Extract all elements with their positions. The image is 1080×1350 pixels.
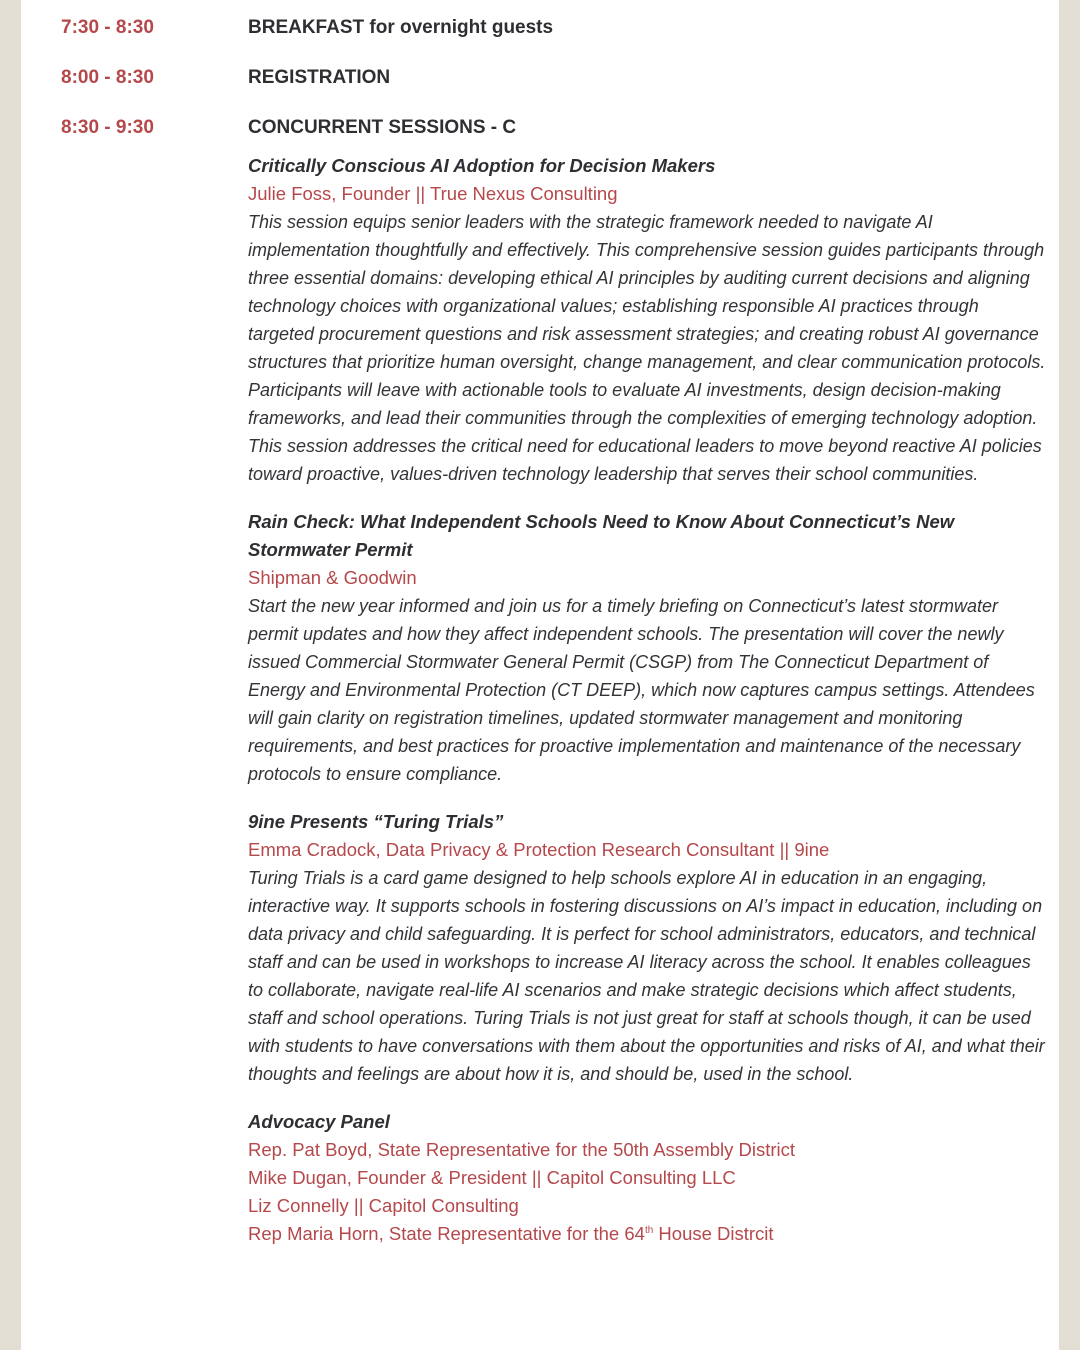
panelist <box>248 1220 1048 1248</box>
session-speaker: Emma Cradock, Data Privacy & Protection Research Consultant || 9ine <box>248 839 830 860</box>
session-title: Rain Check: What Independent Schools Need to Know About Connecticut’s New Stormwater Permit <box>248 511 955 560</box>
session-speaker: Shipman & Goodwin <box>248 567 417 588</box>
agenda-page <box>21 0 1059 1350</box>
session-list <box>248 152 1048 1268</box>
event-title: CONCURRENT SESSIONS - C <box>248 117 517 138</box>
session-speaker: Julie Foss, Founder || True Nexus Consulting <box>248 183 618 204</box>
panelist-text: House Distrcit <box>653 1223 774 1244</box>
session-item <box>248 808 1048 1088</box>
time-slot: 7:30 - 8:30 <box>61 17 154 38</box>
session-item <box>248 1108 1048 1248</box>
panelist: Rep. Pat Boyd, State Representative for the 50th Assembly District <box>248 1139 796 1160</box>
session-description: Turing Trials is a card game designed to help schools explore AI in education in an engaging, interactive way. It supports schools in fostering discussions on AI’s impact in education, including on data privacy and child safeguarding. It is perfect for school administrators, educators, and technical staff and can be used in workshops to increase AI literacy across the school. It enables colleagues to collaborate, navigate real-life AI scenarios and make strategic decisions which affect students, staff and school operations. Turing Trials is not just great for staff at schools though, it can be used with students to have conversations with them about the opportunities and risks of AI, and what their thoughts and feelings are about how it is, and should be, used in the school. <box>248 868 1045 1084</box>
session-item <box>248 508 1048 788</box>
session-description: Start the new year informed and join us for a timely briefing on Connecticut’s latest stormwater permit updates and how they affect independent schools. The presentation will cover the newly issued Commercial Stormwater General Permit (CSGP) from The Connecticut Department of Energy and Environmental Protection (CT DEEP), which now captures campus settings. Attendees will gain clarity on registration timelines, updated stormwater management and monitoring requirements, and best practices for proactive implementation and maintenance of the necessary protocols to ensure compliance. <box>248 596 1035 784</box>
panelist-text: Rep Maria Horn, State Representative for the 64 <box>248 1223 645 1244</box>
panelist: Liz Connelly || Capitol Consulting <box>248 1195 519 1216</box>
session-item <box>248 152 1048 488</box>
session-description: This session equips senior leaders with the strategic framework needed to navigate AI implementation thoughtfully and effectively. This comprehensive session guides participants through three essential domains: developing ethical AI principles by auditing current decisions and aligning technology choices with organizational values; establishing responsible AI practices through targeted procurement questions and risk assessment strategies; and creating robust AI governance structures that prioritize human oversight, change management, and clear communication protocols. Participants will leave with actionable tools to evaluate AI investments, design decision-making frameworks, and lead their communities through the complexities of emerging technology adoption. This session addresses the critical need for educational leaders to move beyond reactive AI policies toward proactive, values-driven technology leadership that serves their school communities. <box>248 212 1046 484</box>
panelist: Mike Dugan, Founder & President || Capitol Consulting LLC <box>248 1167 736 1188</box>
time-slot: 8:00 - 8:30 <box>61 67 154 88</box>
time-slot: 8:30 - 9:30 <box>61 117 154 138</box>
session-title: 9ine Presents “Turing Trials” <box>248 811 504 832</box>
ordinal-suffix: th <box>644 1224 654 1236</box>
session-title: Critically Conscious AI Adoption for Decision Makers <box>248 155 716 176</box>
session-title: Advocacy Panel <box>248 1111 390 1132</box>
event-title: REGISTRATION <box>248 67 391 88</box>
event-title: BREAKFAST for overnight guests <box>248 17 554 38</box>
